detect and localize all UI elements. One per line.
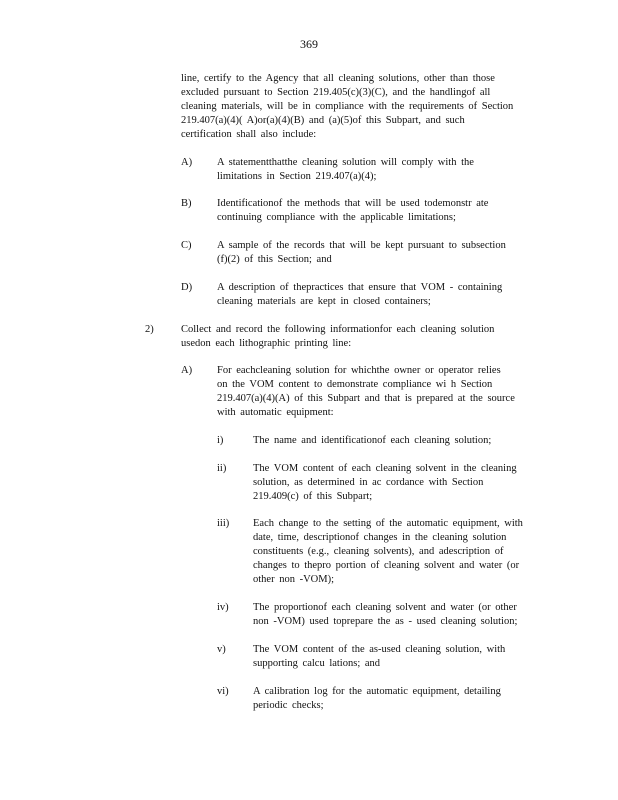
text-line: non -VOM) used toprepare the as - used cleaning solution; [253, 616, 518, 627]
text-line: For eachcleaning solution for whichthe owner or operator relies [217, 365, 501, 376]
subitem-text-iv [253, 601, 543, 629]
text-line: A calibration log for the automatic equipment, detailing [253, 686, 501, 697]
text-line: A description of thepractices that ensure that VOM - containing [217, 282, 503, 293]
subitem-text-ii [253, 462, 543, 504]
page-number: 369 [300, 37, 318, 51]
item-label-a: A) [181, 157, 193, 168]
text-line: A statementthatthe cleaning solution will comply with the [217, 157, 474, 168]
text-line: 219.407(a)(4)(A) of this Subpart and that is prepared at the source [217, 393, 515, 404]
text-line: periodic checks; [253, 700, 324, 711]
subitem-text-vi [253, 685, 543, 713]
text-line: with automatic equipment: [217, 407, 334, 418]
intro-paragraph [181, 72, 541, 142]
text-line: Collect and record the following informationfor each cleaning solution [181, 324, 495, 335]
text-line: constituents (e.g., cleaning solvents), and adescription of [253, 546, 504, 557]
text-line: excluded pursuant to Section 219.405(c)(3)(C), and the handlingof all [181, 87, 491, 98]
item-text-c [217, 239, 537, 267]
text-line: on the VOM content to demonstrate compliance wi h Section [217, 379, 493, 390]
subitem-label-i: i) [217, 435, 224, 446]
text-line: 219.407(a)(4)( A)or(a)(4)(B) and (a)(5)of this Subpart, and such [181, 115, 465, 126]
text-line: date, time, descriptionof changes in the cleaning solution [253, 532, 507, 543]
item-text-d [217, 281, 537, 309]
text-line: solution, as determined in ac cordance with Section [253, 477, 484, 488]
text-line: The VOM content of the as-used cleaning solution, with [253, 644, 506, 655]
subitem-label-iii: iii) [217, 518, 230, 529]
text-line: The proportionof each cleaning solvent and water (or other [253, 602, 517, 613]
subitem-text-v [253, 643, 543, 671]
item-label-b: B) [181, 198, 192, 209]
text-line: The name and identificationof each cleaning solution; [253, 435, 492, 446]
text-line: certification shall also include: [181, 129, 317, 140]
item-label-2a: A) [181, 365, 193, 376]
item-text-2 [181, 323, 537, 351]
text-line: line, certify to the Agency that all cleaning solutions, other than those [181, 73, 495, 84]
item-text-a [217, 156, 537, 184]
text-line: A sample of the records that will be kept pursuant to subsection [217, 240, 506, 251]
item-label-d: D) [181, 282, 193, 293]
subitem-label-vi: vi) [217, 686, 229, 697]
text-line: supporting calcu lations; and [253, 658, 381, 669]
text-line: The VOM content of each cleaning solvent in the cleaning [253, 463, 517, 474]
text-line: Identificationof the methods that will be used todemonstr ate [217, 198, 489, 209]
subitem-label-ii: ii) [217, 463, 227, 474]
text-line: 219.409(c) of this Subpart; [253, 491, 373, 502]
item-label-c: C) [181, 240, 192, 251]
subitem-label-v: v) [217, 644, 226, 655]
item-text-2a [217, 364, 537, 420]
subitem-text-iii [253, 517, 543, 587]
text-line: changes to thepro portion of cleaning solvent and water (or [253, 560, 520, 571]
text-line: (f)(2) of this Section; and [217, 254, 332, 265]
text-line: limitations in Section 219.407(a)(4); [217, 171, 377, 182]
text-line: usedon each lithographic printing line: [181, 338, 352, 349]
text-line: Each change to the setting of the automatic equipment, with [253, 518, 523, 529]
item-text-b [217, 197, 537, 225]
text-line: continuing compliance with the applicable limitations; [217, 212, 456, 223]
subitem-label-iv: iv) [217, 602, 229, 613]
text-line: other non -VOM); [253, 574, 334, 585]
text-line: cleaning materials, will be in compliance with the requirements of Section [181, 101, 514, 112]
subitem-text-i [253, 434, 543, 448]
text-line: cleaning materials are kept in closed containers; [217, 296, 431, 307]
item-label-2: 2) [145, 324, 154, 335]
